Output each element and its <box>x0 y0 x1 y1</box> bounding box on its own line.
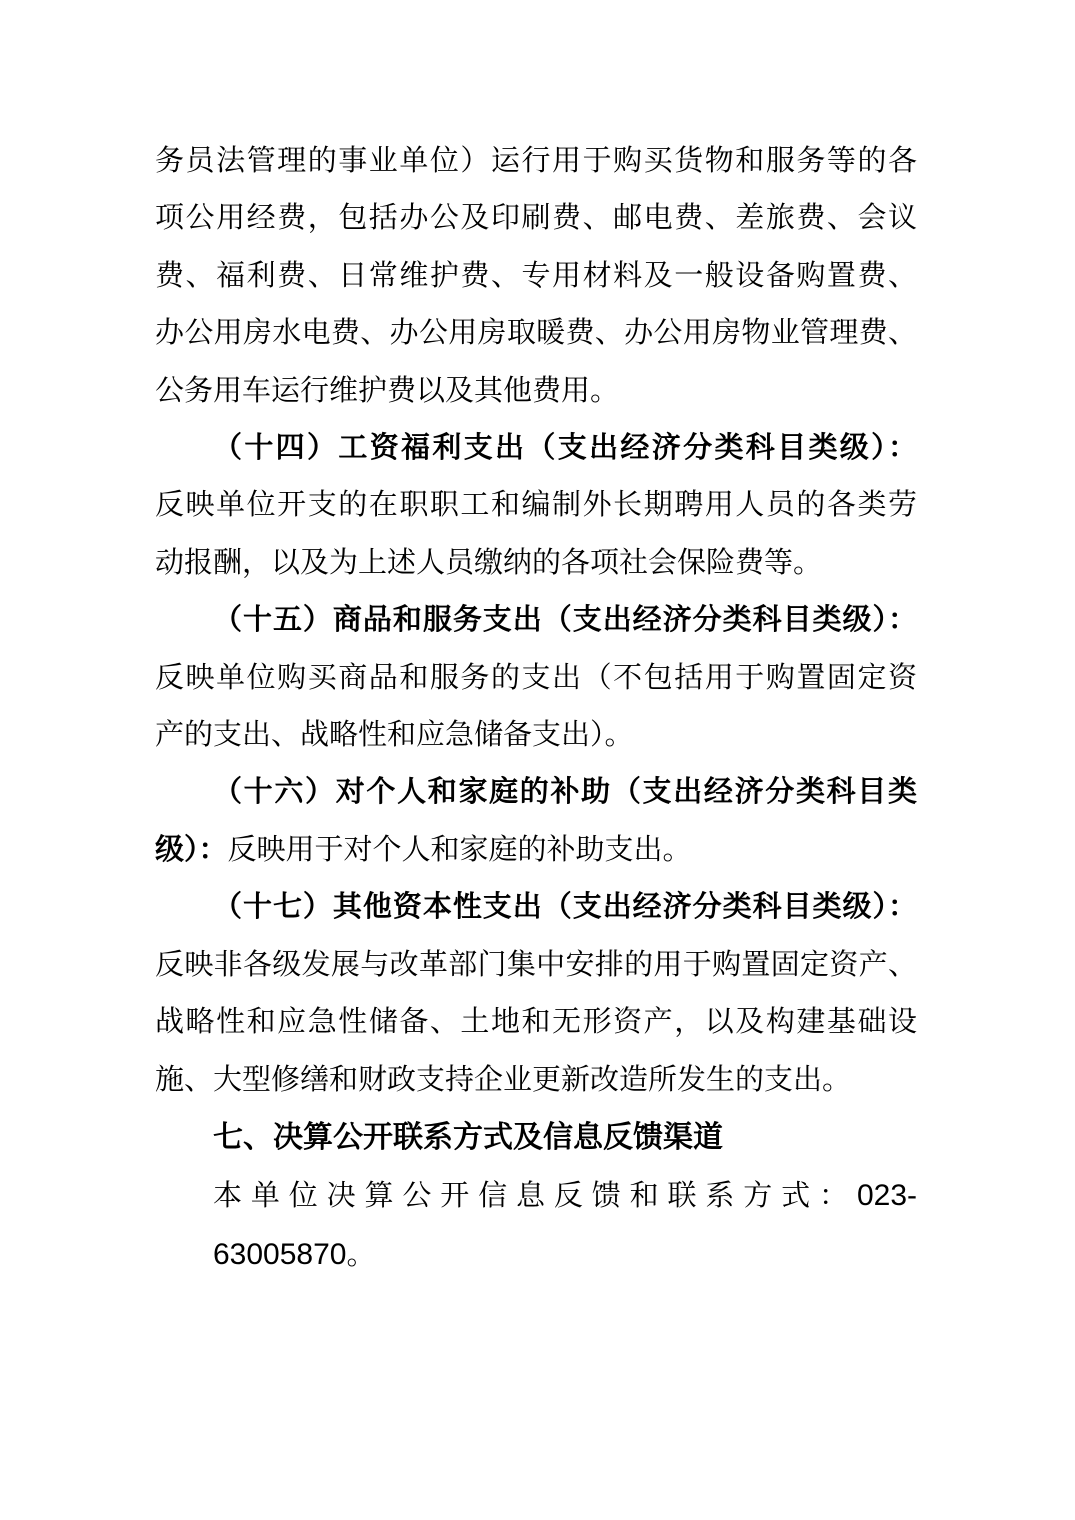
text-segment: 办公用房水电费、办公用房取暖费、办公用房物业管理费、 <box>155 317 917 350</box>
text-segment: 反映单位购买商品和服务的支出（不包括用于购置固定资 <box>155 661 917 694</box>
text-segment: 反映非各级发展与改革部门集中安排的用于购置固定资产、 <box>155 948 917 981</box>
paragraph-13-line <box>155 248 917 305</box>
section-heading-16 <box>155 764 917 821</box>
text-segment: 施、大型修缮和财政支持企业更新改造所发生的支出。 <box>155 1063 852 1096</box>
text-segment: 产的支出、战略性和应急储备支出）。 <box>155 719 634 752</box>
text-segment: 本单位决算公开信息反馈和联系方式： <box>213 1180 857 1213</box>
text-segment: 反映单位开支的在职职工和编制外长期聘用人员的各类劳 <box>155 489 917 522</box>
paragraph-17-line <box>155 937 917 994</box>
contact-line <box>155 1167 917 1284</box>
paragraph-13-end-line <box>155 363 917 420</box>
paragraph-15-end-line <box>155 707 917 764</box>
text-segment: （十七）其他资本性支出（支出经济分类科目类级）： <box>213 891 917 924</box>
text-segment: 023-63005870 <box>213 1179 917 1271</box>
text-segment: 项公用经费，包括办公及印刷费、邮电费、差旅费、会议 <box>155 202 917 235</box>
text-segment: 务员法管理的事业单位）运行用于购买货物和服务等的各 <box>155 145 917 177</box>
section-heading-7 <box>155 1109 917 1167</box>
text-segment: 费、福利费、日常维护费、专用材料及一般设备购置费、 <box>155 259 917 292</box>
paragraph-17-line <box>155 994 917 1051</box>
text-segment: 动报酬，以及为上述人员缴纳的各项社会保险费等。 <box>155 546 823 579</box>
paragraph-17-end-line <box>155 1052 917 1109</box>
text-segment: （十五）商品和服务支出（支出经济分类科目类级）： <box>213 604 917 637</box>
text-segment: 。 <box>346 1238 376 1271</box>
paragraph-15-line <box>155 650 917 707</box>
section-heading-15 <box>155 592 917 649</box>
paragraph-13-line <box>155 133 917 190</box>
text-segment: 级）： <box>155 833 228 866</box>
paragraph-13-line <box>155 305 917 362</box>
paragraph-13-line <box>155 190 917 247</box>
text-segment: 公务用车运行维护费以及其他费用。 <box>155 374 620 407</box>
section-heading-14 <box>155 420 917 477</box>
section-heading-17 <box>155 879 917 936</box>
document-text-block <box>155 133 917 1284</box>
text-segment: （十四）工资福利支出（支出经济分类科目类级）： <box>213 432 917 465</box>
text-segment: （十六）对个人和家庭的补助（支出经济分类科目类 <box>213 776 917 809</box>
text-segment: 七、决算公开联系方式及信息反馈渠道 <box>213 1120 723 1154</box>
paragraph-14-line <box>155 477 917 534</box>
paragraph-16-end-line <box>155 822 917 879</box>
text-segment: 战略性和应急性储备、土地和无形资产，以及构建基础设 <box>155 1006 917 1039</box>
text-segment: 反映用于对个人和家庭的补助支出。 <box>227 833 692 866</box>
paragraph-14-end-line <box>155 535 917 592</box>
